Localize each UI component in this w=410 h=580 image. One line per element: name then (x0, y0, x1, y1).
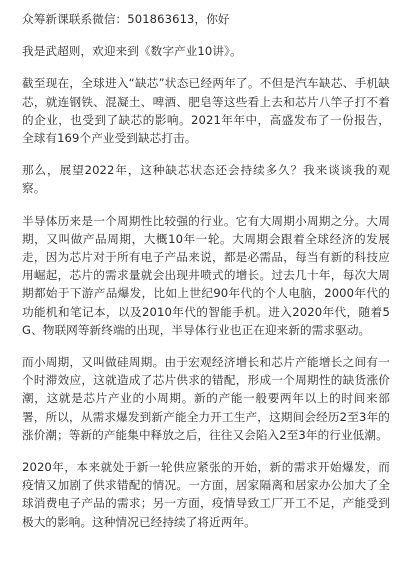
paragraph-gap (22, 60, 390, 74)
paragraph-small-cycle: 而小周期，又叫做硅周期。由于宏观经济增长和芯片产能增长之间有一个时滞效应，这就造成了芯片供求的错配，形成一个周期性的缺货涨价潮，这就是芯片产业的小周期。新的产能一般要两年以上的时间来部署，所以，从需求爆发到新产能全力开工生产，这期间会经历2至3年的涨价潮；等新的产能集中释放之后，往往又会陷入2至3年的行业低潮。 (22, 355, 390, 442)
paragraph-big-cycle: 半导体历来是一个周期性比较强的行业。它有大周期小周期之分。大周期，又叫做产品周期，大概10年一轮。大周期会跟着全球经济的发展走，因为芯片对于所有电子产品来说，都是必需品，每当有新的科技应用崛起，芯片的需求量就会出现井喷式的增长。过去几十年，每次大周期都始于下游产品爆发，比如上世纪90年代的个人电脑，2000年代的功能机和笔记本，以及2010年代的智能手机。进入2020年代，随着5G、物联网等新终端的出现，半导体行业也正在迎来新的需求驱动。 (22, 213, 390, 337)
paragraph-outlook-question: 那么，展望2022年，这种缺芯状态还会持续多久？我来谈谈我的观察。 (22, 163, 390, 196)
paragraph-gap (22, 444, 390, 458)
paragraph-chip-shortage: 截至现在，全球进入“缺芯”状态已经两年了。不但是汽车缺芯、手机缺芯，就连钢铁、混凝土、啤酒、肥皂等这些看上去和芯片八竿子打不着的企业，也受到了缺芯的影响。2021年年中，高盛发布了一份报告，全球有169个产业受到缺芯打击。 (22, 76, 390, 146)
paragraph-gap (22, 28, 390, 42)
paragraph-gap (22, 198, 390, 212)
intro-line: 我是武超则，欢迎来到《数字产业10讲》。 (22, 44, 242, 59)
contact-line: 众筹新课联系微信：501863613，你好 (22, 12, 230, 26)
paragraph-gap (22, 147, 390, 161)
paragraph-2020-situation: 2020年，本来就处于新一轮供应紧张的开始，新的需求开始爆发，而疫情又加剧了供求错配的情况。一方面，居家隔离和居家办公加大了全球消费电子产品的需求；另一方面，疫情导致工厂开工不足，产能受到极大的影响。这种情况已经持续了将近两年。 (22, 460, 390, 529)
paragraph-gap (22, 339, 390, 353)
